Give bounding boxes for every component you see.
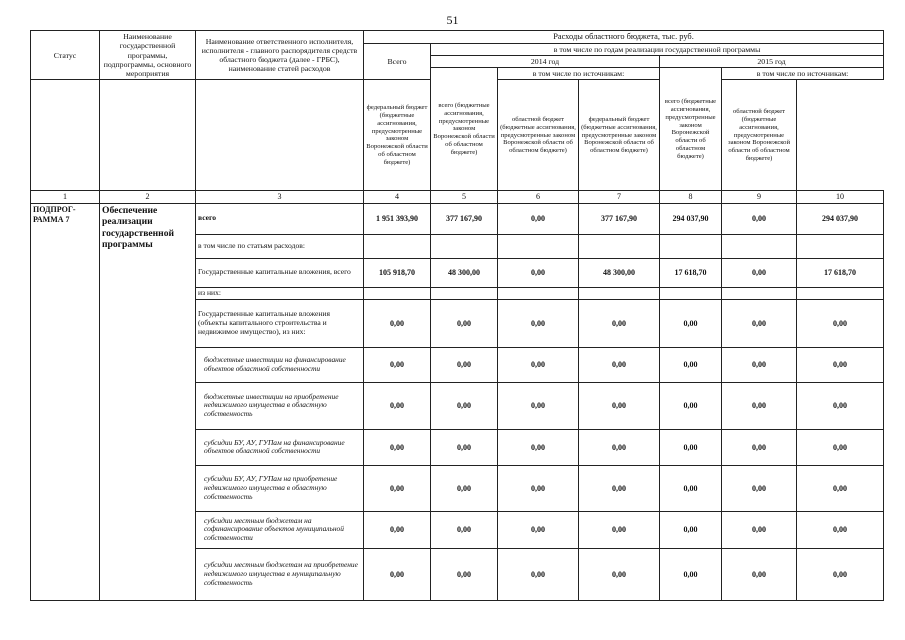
column-number-row bbox=[31, 191, 884, 203]
cell-value: 0,00 bbox=[660, 465, 722, 511]
header-by-sources-2014: в том числе по источникам: bbox=[498, 68, 660, 80]
cell-value: 0,00 bbox=[722, 382, 797, 429]
cell-value: 0,00 bbox=[797, 429, 884, 465]
row-label: в том числе по статьям расходов: bbox=[196, 234, 364, 258]
cell-value bbox=[364, 287, 431, 299]
row-label: из них: bbox=[196, 287, 364, 299]
header-executor: Наименование ответственного исполнителя, исполнителя - главного распорядителя средств областного бюджета (далее - ГРБС), наименование статей расходов bbox=[196, 31, 364, 80]
header-total-budget-2015: всего (бюджетные ассигнования, предусмотренные законом Воронежской области об областном бюджете) bbox=[660, 68, 722, 191]
cell-value: 0,00 bbox=[364, 548, 431, 600]
row-label: субсидии БУ, АУ, ГУПам на финансирование объектов областной собственности bbox=[196, 429, 364, 465]
cell-value: 1 951 393,90 bbox=[364, 203, 431, 234]
cell-value bbox=[722, 234, 797, 258]
cell-value bbox=[660, 287, 722, 299]
cell-value: 0,00 bbox=[579, 511, 660, 548]
cell-value: 0,00 bbox=[797, 299, 884, 347]
cell-value: 0,00 bbox=[364, 299, 431, 347]
cell-value: 0,00 bbox=[431, 548, 498, 600]
cell-value: 294 037,90 bbox=[797, 203, 884, 234]
cell-value: 0,00 bbox=[498, 511, 579, 548]
column-number: 1 bbox=[31, 191, 100, 203]
cell-value: 48 300,00 bbox=[579, 258, 660, 287]
cell-value: 377 167,90 bbox=[431, 203, 498, 234]
header-by-years: в том числе по годам реализации государственной программы bbox=[431, 43, 884, 55]
cell-value: 0,00 bbox=[660, 511, 722, 548]
cell-value: 0,00 bbox=[431, 511, 498, 548]
cell-value: 0,00 bbox=[660, 382, 722, 429]
cell-value bbox=[431, 234, 498, 258]
cell-value: 0,00 bbox=[579, 429, 660, 465]
cell-value bbox=[364, 234, 431, 258]
row-label: Государственные капитальные вложения (объекты капитального строительства и недвижимое имущество), из них: bbox=[196, 299, 364, 347]
header-program-name: Наименование государственной программы, подпрограммы, основного мероприятия bbox=[100, 31, 196, 80]
cell-value: 105 918,70 bbox=[364, 258, 431, 287]
cell-value: 0,00 bbox=[797, 511, 884, 548]
cell-value: 0,00 bbox=[722, 511, 797, 548]
cell-value bbox=[498, 234, 579, 258]
header-federal-2015: федеральный бюджет (бюджетные ассигнования, предусмотренные законом Воронежской области об областном бюджете) bbox=[579, 80, 660, 191]
cell-value: 0,00 bbox=[364, 347, 431, 382]
column-number: 8 bbox=[660, 191, 722, 203]
row-label: Государственные капитальные вложения, всего bbox=[196, 258, 364, 287]
cell-value: 0,00 bbox=[431, 347, 498, 382]
cell-value: 0,00 bbox=[364, 511, 431, 548]
cell-value bbox=[660, 234, 722, 258]
cell-value: 0,00 bbox=[660, 347, 722, 382]
header-total: Всего bbox=[364, 43, 431, 80]
cell-value: 0,00 bbox=[722, 429, 797, 465]
column-number: 4 bbox=[364, 191, 431, 203]
cell-value: 0,00 bbox=[722, 203, 797, 234]
table-row bbox=[31, 203, 884, 234]
header-status: Статус bbox=[31, 31, 100, 80]
cell-value: 0,00 bbox=[797, 347, 884, 382]
header-total-budget-2014: всего (бюджетные ассигнования, предусмотренные законом Воронежской области об областном бюджете) bbox=[431, 68, 498, 191]
cell-value: 0,00 bbox=[498, 465, 579, 511]
column-number: 3 bbox=[196, 191, 364, 203]
column-number: 7 bbox=[579, 191, 660, 203]
cell-value: 0,00 bbox=[579, 548, 660, 600]
cell-value bbox=[579, 287, 660, 299]
cell-value: 0,00 bbox=[498, 429, 579, 465]
status-label: ПОДПРОГ-РАММА 7 bbox=[31, 203, 100, 600]
cell-value: 0,00 bbox=[498, 203, 579, 234]
column-number: 6 bbox=[498, 191, 579, 203]
cell-value: 0,00 bbox=[797, 548, 884, 600]
column-number: 10 bbox=[797, 191, 884, 203]
row-label: бюджетные инвестиции на приобретение недвижимого имущества в областную собственность bbox=[196, 382, 364, 429]
cell-value: 0,00 bbox=[498, 258, 579, 287]
cell-value: 377 167,90 bbox=[579, 203, 660, 234]
cell-value: 0,00 bbox=[797, 382, 884, 429]
cell-value: 0,00 bbox=[660, 429, 722, 465]
cell-value: 0,00 bbox=[498, 382, 579, 429]
cell-value: 0,00 bbox=[579, 382, 660, 429]
header-year-2015: 2015 год bbox=[660, 56, 884, 68]
header-expenses: Расходы областного бюджета, тыс. руб. bbox=[364, 31, 884, 44]
cell-value: 0,00 bbox=[364, 429, 431, 465]
column-number: 2 bbox=[100, 191, 196, 203]
cell-value: 0,00 bbox=[579, 299, 660, 347]
header-year-2014: 2014 год bbox=[431, 56, 660, 68]
cell-value: 17 618,70 bbox=[797, 258, 884, 287]
cell-value: 0,00 bbox=[722, 465, 797, 511]
cell-value: 0,00 bbox=[431, 465, 498, 511]
cell-value bbox=[431, 287, 498, 299]
cell-value: 48 300,00 bbox=[431, 258, 498, 287]
header-federal-2014: федеральный бюджет (бюджетные ассигнования, предусмотренные законом Воронежской области об областном бюджете) bbox=[364, 80, 431, 191]
cell-value: 0,00 bbox=[722, 299, 797, 347]
column-number: 9 bbox=[722, 191, 797, 203]
cell-value: 294 037,90 bbox=[660, 203, 722, 234]
row-label: всего bbox=[196, 203, 364, 234]
cell-value: 0,00 bbox=[579, 347, 660, 382]
cell-value bbox=[498, 287, 579, 299]
cell-value bbox=[797, 287, 884, 299]
cell-value: 0,00 bbox=[364, 382, 431, 429]
row-label: бюджетные инвестиции на финансирование объектов областной собственности bbox=[196, 347, 364, 382]
cell-value: 0,00 bbox=[364, 465, 431, 511]
header-by-sources-2015: в том числе по источникам: bbox=[722, 68, 884, 80]
row-label: субсидии местным бюджетам на приобретение недвижимого имущества в муниципальную собственность bbox=[196, 548, 364, 600]
header-regional-2014: областной бюджет (бюджетные ассигнования, предусмотренные законом Воронежской области об областном бюджете) bbox=[498, 80, 579, 191]
cell-value: 0,00 bbox=[722, 347, 797, 382]
cell-value: 0,00 bbox=[498, 548, 579, 600]
cell-value: 0,00 bbox=[660, 299, 722, 347]
cell-value bbox=[797, 234, 884, 258]
cell-value: 17 618,70 bbox=[660, 258, 722, 287]
cell-value bbox=[579, 234, 660, 258]
cell-value: 0,00 bbox=[579, 465, 660, 511]
page-number: 51 bbox=[446, 13, 459, 27]
cell-value: 0,00 bbox=[431, 429, 498, 465]
cell-value: 0,00 bbox=[498, 347, 579, 382]
row-label: субсидии БУ, АУ, ГУПам на приобретение недвижимого имущества в областную собственность bbox=[196, 465, 364, 511]
cell-value: 0,00 bbox=[660, 548, 722, 600]
header-regional-2015: областной бюджет (бюджетные ассигнования, предусмотренные законом Воронежской области об областном бюджете) bbox=[722, 80, 797, 191]
cell-value bbox=[722, 287, 797, 299]
program-title: Обеспечение реализации государственной программы bbox=[100, 203, 196, 600]
cell-value: 0,00 bbox=[498, 299, 579, 347]
cell-value: 0,00 bbox=[797, 465, 884, 511]
cell-value: 0,00 bbox=[431, 299, 498, 347]
column-number: 5 bbox=[431, 191, 498, 203]
row-label: субсидии местным бюджетам на софинансирование объектов муниципальной собственности bbox=[196, 511, 364, 548]
cell-value: 0,00 bbox=[722, 548, 797, 600]
cell-value: 0,00 bbox=[722, 258, 797, 287]
cell-value: 0,00 bbox=[431, 382, 498, 429]
budget-table bbox=[30, 30, 884, 601]
